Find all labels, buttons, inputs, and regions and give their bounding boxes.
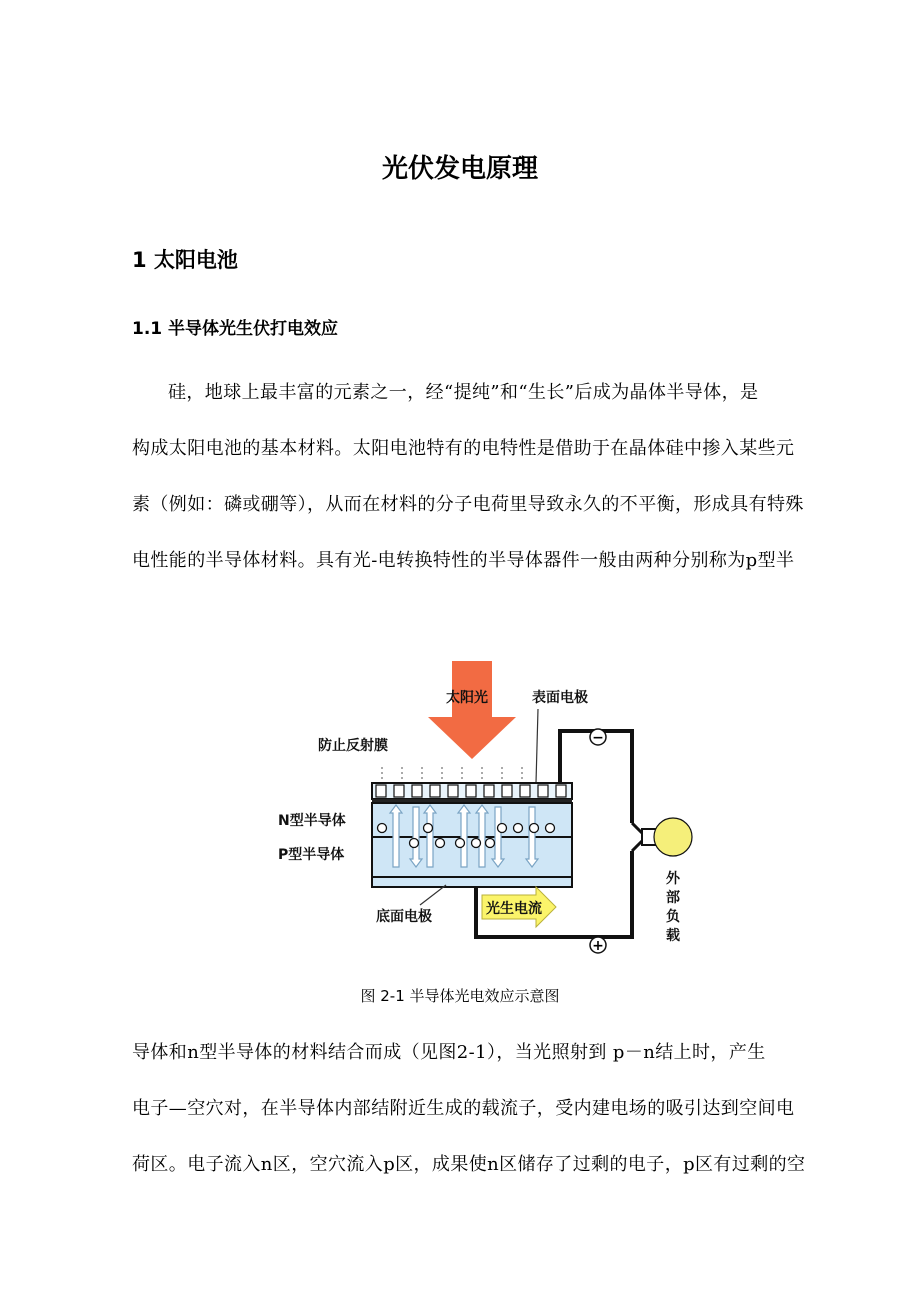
surface-electrode-label: 表面电极 <box>532 690 588 706</box>
minus-sign: − <box>592 730 604 746</box>
section-heading-1: 1 太阳电池 <box>132 248 238 272</box>
external-load-label <box>666 870 681 944</box>
paragraph-line-4: 电性能的半导体材料。具有光-电转换特性的半导体器件一般由两种分别称为p型半 <box>132 550 795 571</box>
svg-text:部: 部 <box>666 890 680 906</box>
svg-text:外: 外 <box>666 871 680 887</box>
figure-caption: 图 2-1 半导体光电效应示意图 <box>360 987 560 1005</box>
light-rays <box>382 767 522 783</box>
continued-line-1: 导体和n型半导体的材料结合而成（见图2-1），当光照射到 p－n结上时，产生 <box>132 1042 766 1063</box>
light-bulb-icon <box>654 818 692 856</box>
surface-electrode-fingers <box>376 785 566 797</box>
bottom-electrode-layer <box>372 877 572 887</box>
n-type-label: N型半导体 <box>278 813 346 829</box>
plus-sign: + <box>592 938 604 954</box>
sunlight-label: 太阳光 <box>446 690 488 706</box>
pv-effect-diagram <box>270 655 710 975</box>
bottom-electrode-label: 底面电极 <box>376 909 432 925</box>
sunlight-arrow <box>428 661 516 759</box>
page-title: 光伏发电原理 <box>381 154 538 184</box>
paragraph-line-2: 构成太阳电池的基本材料。太阳电池特有的电特性是借助于在晶体硅中掺入某些元 <box>132 438 795 459</box>
svg-text:载: 载 <box>666 928 680 944</box>
section-heading-1-1: 1.1 半导体光生伏打电效应 <box>132 319 339 339</box>
p-type-label: P型半导体 <box>278 847 345 863</box>
photocurrent-label: 光生电流 <box>486 901 542 917</box>
n-type-layer <box>372 803 572 837</box>
continued-line-2: 电子—空穴对，在半导体内部结附近生成的载流子，受内建电场的吸引达到空间电 <box>132 1098 795 1119</box>
paragraph-line-3: 素（例如：磷或硼等），从而在材料的分子电荷里导致永久的不平衡，形成具有特殊 <box>132 494 804 515</box>
paragraph-line-1: 硅，地球上最丰富的元素之一，经“提纯”和“生长”后成为晶体半导体，是 <box>168 382 759 403</box>
anti-reflection-label: 防止反射膜 <box>318 738 388 754</box>
svg-text:负: 负 <box>666 909 680 925</box>
continued-line-3: 荷区。电子流入n区，空穴流入p区，成果使n区储存了过剩的电子，p区有过剩的空 <box>132 1154 806 1175</box>
surface-electrode-leader <box>536 709 538 783</box>
